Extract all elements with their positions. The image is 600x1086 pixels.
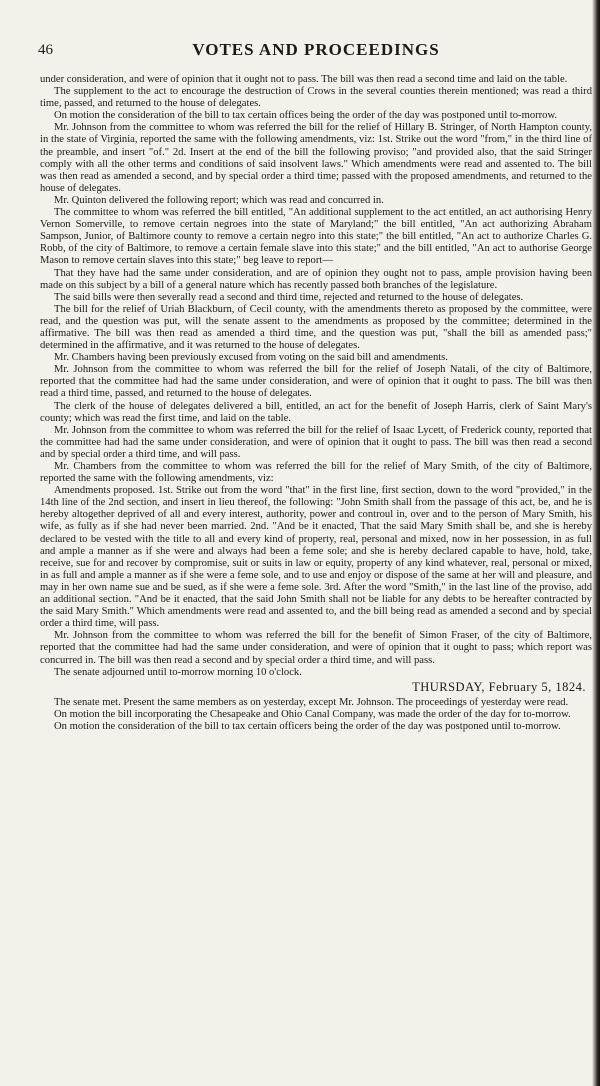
paragraph: The committee to whom was referred the bill entitled, "An additional supplement to the act entitled, an act authorising Henry Vernon Somerville, to remove certain negroes into the state of Maryland;" the bill entitled, "An act authorizing Abraham Sampson, Junior, of Baltimore county to remove a certain negro into this state;" the bill entitled, "An act to authorize Charles G. Robb, of the city of Baltimore, to remove a certain female slave into this state;" and the bill entitled, "An act to authorise George Mason to remove certain slaves into this state;" beg leave to report— — [40, 207, 592, 267]
paragraph: Mr. Johnson from the committee to whom was referred the bill for the benefit of Simon Fraser, of the city of Baltimore, reported that the committee had had the same under consideration, and were of opinion that it ought to pass; which report was concurred in. The bill was then read a second and by special order a third time, and will pass. — [40, 630, 592, 666]
paragraph: Mr. Johnson from the committee to whom was referred the bill for the relief of Isaac Lycett, of Frederick county, reported that the committee had had the same under consideration, and were of opinion that it ought to pass. The bill was then read a second and by special order a third time, and will pass. — [40, 424, 592, 460]
body-text — [40, 74, 592, 733]
paragraph: The bill for the relief of Uriah Blackburn, of Cecil county, with the amendments thereto as proposed by the committee, were read, and the question was put, will the senate assent to the amendments as proposed by the committee; determined in the affirmative. The bill was then read as amended a third time, and the question was put, "shall the bill as amended pass;" determined in the affirmative, and it was returned to the house of delegates. — [40, 303, 592, 352]
paragraph: Mr. Chambers having been previously excused from voting on the said bill and amendments. — [54, 352, 448, 364]
paragraph: The said bills were then severally read a second and third time, rejected and returned to the house of delegates. — [54, 291, 524, 303]
paragraph: On motion the consideration of the bill to tax certain offices being the order of the day was postponed until to-morrow. — [54, 110, 558, 122]
paragraph: The clerk of the house of delegates delivered a bill, entitled, an act for the benefit of Joseph Harris, clerk of Saint Mary's county; which was read the first time, and laid on the table. — [40, 400, 592, 424]
paragraph: On motion the consideration of the bill to tax certain officers being the order of the day was postponed until to-morrow. — [54, 720, 561, 732]
paragraph: Mr. Quinton delivered the following report; which was read and concurred in. — [54, 194, 384, 206]
paragraph: On motion the bill incorporating the Chesapeake and Ohio Canal Company, was made the order of the day for to-morrow. — [54, 708, 571, 720]
paragraph: That they have had the same under consideration, and are of opinion they ought not to pass, ample provision having been made on this subject by a bill of a general nature which has recently passed both branches of the legislature. — [40, 267, 592, 291]
paragraph: The senate adjourned until to-morrow morning 10 o'clock. — [54, 666, 302, 678]
paragraph: Amendments proposed. 1st. Strike out from the word "that" in the first line, first section, down to the word "provided," in the 14th line of the 2nd section, and insert in lieu thereof, the following: "John Smith shall from the passage of this act, be, and he is hereby altogether deprived of all and every interest, authority, power and controul in, over and to the person of Mary Smith, his wife, as fully as if she had never been married. 2nd. "And be it enacted, That the said Mary Smith shall be, and she is hereby declared to be vested with the title to all and every kind of property, real, personal and mixed, now in her possession, in as full and ample a manner as if she were and always had been a feme sole; and she is hereby declared capable to have, hold, take, receive, sue for and recover by compromise, suit or suits in law or equity, property of any kind whatever, real, personal or mixed, in as full and ample a manner as if she were a feme sole, and to use and enjoy or dispose of the same at her will and pleasure, and may in her own name sue and be sued, as if she were a feme sole. 3rd. After the word "Smith," in the last line of the proviso, add an additional section. "And be it enacted, that the said John Smith shall not be liable for any debts to be hereafter contracted by the said Mary Smith." Which amendments were read and assented to, and the bill being read as amended a second and by special order a third time, will pass. — [40, 485, 592, 630]
paragraph: Mr. Chambers from the committee to whom was referred the bill for the relief of Mary Smith, of the city of Baltimore, reported the same with the following amendments, viz: — [40, 461, 592, 485]
running-head: VOTES AND PROCEEDINGS — [192, 40, 440, 59]
paragraph: Mr. Johnson from the committee to whom was referred the bill for the relief of Hillary B. Stringer, of North Hampton county, in the state of Virginia, reported the same with the following amendments, viz: 1st. Strike out the word "from," in the third line of the preamble, and insert "of." 2d. Insert at the end of the bill the following proviso; "and provided also, that the said Stringer comply with all the other terms and conditions of said insolvent laws." Which amendments were read and assented to. The bill was then read as amended a second, and by special order a third time; passed with the proposed amendments, and returned to the house of delegates. — [40, 122, 592, 194]
page-number: 46 — [38, 42, 53, 58]
paragraph: Mr. Johnson from the committee to whom was referred the bill for the relief of Joseph Natali, of the city of Baltimore, reported that the committee had had the same under consideration, and were of opinion that it ought to pass. The bill was then read a third time, passed, and returned to the house of delegates. — [40, 364, 592, 400]
page-header — [38, 40, 594, 64]
paragraph: under consideration, and were of opinion that it ought not to pass. The bill was then read a second time and laid on the table. — [40, 74, 568, 85]
paragraph: The supplement to the act to encourage the destruction of Crows in the several counties therein mentioned; was read a third time, passed, and returned to the house of delegates. — [40, 86, 592, 110]
dateline: THURSDAY, February 5, 1824. — [412, 679, 586, 694]
paragraph: The senate met. Present the same members as on yesterday, except Mr. Johnson. The proceedings of yesterday were read. — [54, 696, 569, 708]
page-edge-shadow — [592, 0, 600, 1086]
